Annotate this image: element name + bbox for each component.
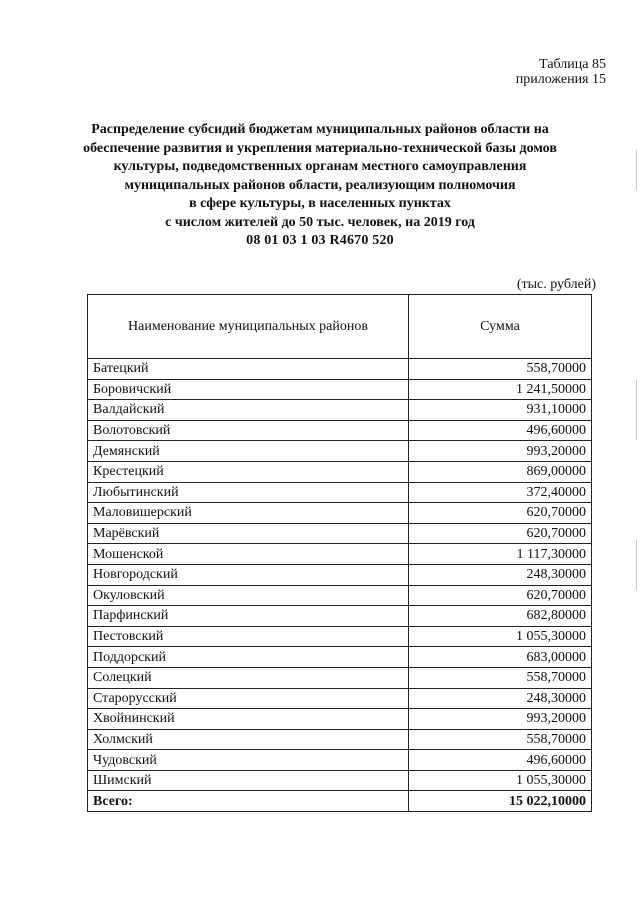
table-reference <box>516 57 606 87</box>
district-sum: 869,00000 <box>409 461 592 482</box>
district-name: Волотовский <box>88 420 409 441</box>
table-row <box>88 606 592 627</box>
district-name: Парфинский <box>88 606 409 627</box>
scan-margin-mark <box>636 150 637 190</box>
table-row <box>88 770 592 791</box>
table-row <box>88 688 592 709</box>
table-row <box>88 441 592 462</box>
district-sum: 558,70000 <box>409 359 592 380</box>
district-name: Крестецкий <box>88 461 409 482</box>
table-row <box>88 544 592 565</box>
district-name: Поддорский <box>88 647 409 668</box>
district-name: Пестовский <box>88 626 409 647</box>
title-line: в сфере культуры, в населенных пунктах <box>189 196 451 211</box>
total-sum: 15 022,10000 <box>409 791 592 812</box>
table-row <box>88 564 592 585</box>
units-label: (тыс. рублей) <box>516 277 596 292</box>
district-name: Батецкий <box>88 359 409 380</box>
district-name: Холмский <box>88 729 409 750</box>
scan-margin-mark <box>636 540 637 590</box>
budget-classification-code: 08 01 03 1 03 R4670 520 <box>246 233 394 248</box>
column-header-name: Наименование муниципальных районов <box>88 295 409 359</box>
title-line: с числом жителей до 50 тыс. человек, на 2019 год <box>165 214 475 230</box>
district-sum: 993,20000 <box>409 441 592 462</box>
title-line: муниципальных районов области, реализующим полномочия <box>124 177 516 193</box>
reference-appendix: приложения 15 <box>515 72 606 87</box>
district-sum: 1 055,30000 <box>409 626 592 647</box>
district-name: Чудовский <box>88 750 409 771</box>
district-name: Любытинский <box>88 482 409 503</box>
district-sum: 993,20000 <box>409 709 592 730</box>
table-row <box>88 729 592 750</box>
total-row <box>88 791 592 812</box>
district-name: Солецкий <box>88 667 409 688</box>
district-sum: 558,70000 <box>409 729 592 750</box>
table-row <box>88 626 592 647</box>
district-sum: 496,60000 <box>409 420 592 441</box>
scan-margin-mark <box>636 380 637 440</box>
table-row <box>88 523 592 544</box>
table-row <box>88 400 592 421</box>
district-name: Старорусский <box>88 688 409 709</box>
table-header-row <box>88 295 592 359</box>
district-sum: 682,80000 <box>409 606 592 627</box>
district-name: Хвойнинский <box>88 709 409 730</box>
district-name: Демянский <box>88 441 409 462</box>
district-sum: 620,70000 <box>409 585 592 606</box>
district-sum: 931,10000 <box>409 400 592 421</box>
district-sum: 248,30000 <box>409 688 592 709</box>
table-row <box>88 709 592 730</box>
district-name: Окуловский <box>88 585 409 606</box>
table-row <box>88 420 592 441</box>
district-sum: 1 117,30000 <box>409 544 592 565</box>
reference-table-number: Таблица 85 <box>539 57 606 72</box>
title-line: обеспечение развития и укрепления материально-технической базы домов <box>83 140 557 156</box>
table-row <box>88 461 592 482</box>
table-row <box>88 585 592 606</box>
document-title <box>60 121 580 232</box>
column-header-sum: Сумма <box>409 295 592 359</box>
district-name: Новгородский <box>88 564 409 585</box>
table-row <box>88 647 592 668</box>
district-name: Маловишерский <box>88 503 409 524</box>
district-sum: 620,70000 <box>409 503 592 524</box>
district-sum: 558,70000 <box>409 667 592 688</box>
table-row <box>88 482 592 503</box>
district-sum: 496,60000 <box>409 750 592 771</box>
district-name: Мошенской <box>88 544 409 565</box>
district-sum: 683,00000 <box>409 647 592 668</box>
subsidy-table <box>87 294 592 812</box>
district-sum: 372,40000 <box>409 482 592 503</box>
district-name: Шимский <box>88 770 409 791</box>
table-row <box>88 379 592 400</box>
district-sum: 620,70000 <box>409 523 592 544</box>
district-sum: 1 055,30000 <box>409 770 592 791</box>
district-name: Марёвский <box>88 523 409 544</box>
title-line: Распределение субсидий бюджетам муниципальных районов области на <box>91 122 549 137</box>
title-line: культуры, подведомственных органам местного самоуправления <box>113 159 527 174</box>
district-name: Боровичский <box>88 379 409 400</box>
district-name: Валдайский <box>88 400 409 421</box>
table-row <box>88 667 592 688</box>
table-row <box>88 750 592 771</box>
district-sum: 248,30000 <box>409 564 592 585</box>
table-row <box>88 359 592 380</box>
district-sum: 1 241,50000 <box>409 379 592 400</box>
table-row <box>88 503 592 524</box>
total-label: Всего: <box>88 791 409 812</box>
